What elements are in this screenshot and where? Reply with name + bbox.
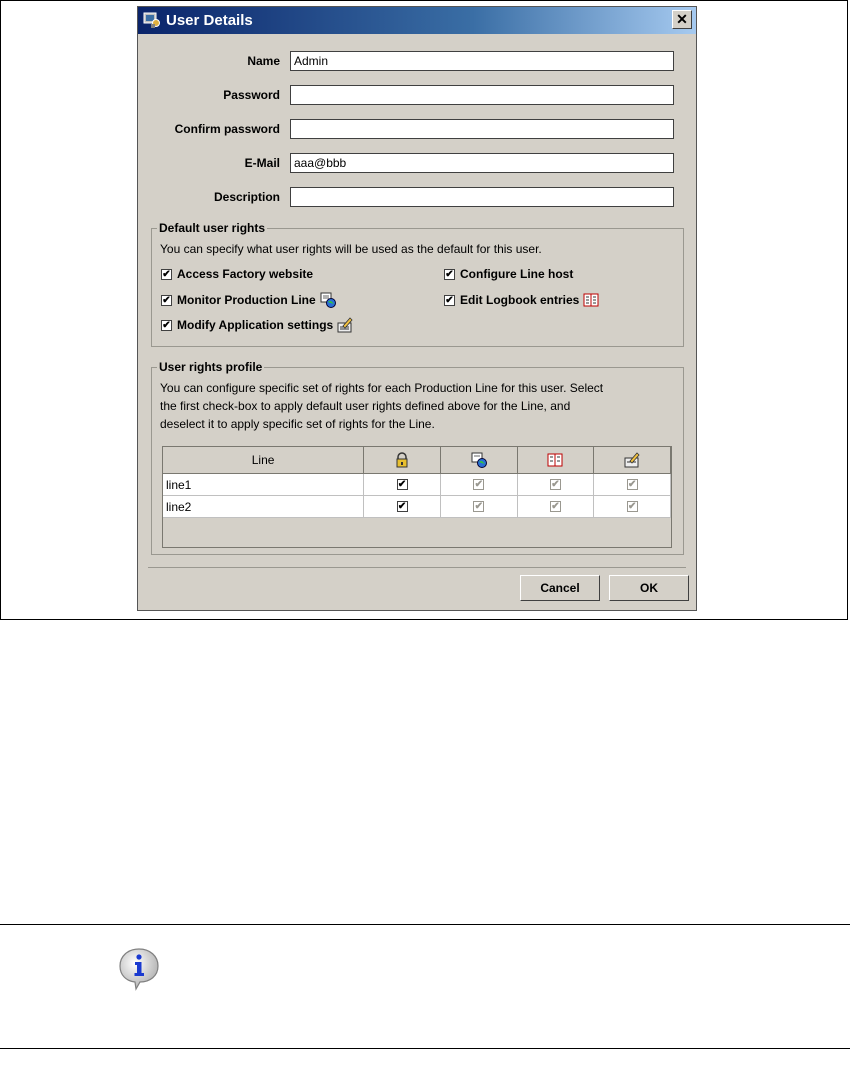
column-header-settings[interactable] (594, 447, 671, 474)
column-header-line[interactable]: Line (163, 447, 364, 474)
modify-application-settings-checkbox[interactable] (161, 317, 353, 333)
access-factory-website-check[interactable]: ✔ (162, 268, 171, 280)
logbook-icon (583, 292, 599, 308)
logbook-cell (518, 474, 595, 496)
access-factory-website-checkbox[interactable] (161, 267, 313, 281)
profile-description-line-2: the first check-box to apply default user rights defined above for the Line, and (160, 399, 571, 413)
edit-logbook-entries-check[interactable]: ✔ (445, 294, 454, 306)
dialog-title: User Details (166, 12, 253, 29)
line-name-cell: line1 (163, 474, 364, 496)
user-rights-profile-group (151, 360, 684, 555)
settings-checkbox: ✔ (627, 479, 637, 490)
description-input[interactable] (290, 187, 674, 207)
monitor-cell (441, 496, 518, 518)
column-header-monitor[interactable] (441, 447, 518, 474)
confirm-password-label: Confirm password (174, 122, 280, 136)
use-default-checkbox[interactable]: ✔ (397, 479, 407, 490)
table-row[interactable] (163, 496, 671, 518)
monitor-production-line-label: Monitor Production Line (177, 293, 316, 307)
modify-application-settings-label: Modify Application settings (177, 318, 334, 332)
monitor-production-line-checkbox[interactable] (161, 292, 336, 308)
monitor-checkbox: ✔ (474, 501, 483, 512)
configure-line-host-label: Configure Line host (460, 267, 574, 281)
email-input[interactable] (290, 153, 674, 173)
logbook-checkbox: ✔ (551, 501, 560, 512)
monitor-cell (441, 474, 518, 496)
line-name-cell: line2 (163, 496, 364, 518)
table-row[interactable] (163, 474, 671, 496)
default-rights-cell (364, 496, 441, 518)
password-input[interactable] (290, 85, 674, 105)
description-label: Description (213, 190, 280, 204)
ok-button[interactable]: OK (609, 575, 689, 601)
settings-checkbox: ✔ (627, 501, 637, 512)
edit-logbook-entries-label: Edit Logbook entries (460, 293, 580, 307)
monitor-production-line-check[interactable]: ✔ (162, 294, 171, 306)
table-header (163, 447, 671, 474)
monitor-globe-icon (320, 292, 336, 308)
default-rights-description: You can specify what user rights will be used as the default for this user. (160, 242, 542, 256)
logbook-cell (518, 496, 595, 518)
user-details-app-icon (143, 11, 161, 29)
profile-description-line-3: deselect it to apply specific set of rights for the Line. (160, 417, 435, 431)
profile-description-line-1: You can configure specific set of rights for each Production Line for this user. Select (160, 381, 604, 395)
email-label: E-Mail (244, 156, 280, 170)
logbook-icon (547, 452, 563, 468)
name-label: Name (247, 54, 280, 68)
user-details-dialog (137, 6, 697, 611)
title-bar[interactable] (138, 7, 696, 34)
default-rights-cell (364, 474, 441, 496)
settings-cell (594, 496, 671, 518)
info-icon (118, 947, 160, 991)
column-header-logbook[interactable] (518, 447, 595, 474)
edit-logbook-entries-checkbox[interactable] (444, 292, 599, 308)
access-factory-website-label: Access Factory website (177, 267, 314, 281)
configure-line-host-check[interactable]: ✔ (445, 268, 454, 280)
note-top-rule (0, 924, 850, 925)
cancel-button[interactable]: Cancel (520, 575, 600, 601)
user-rights-table (162, 446, 672, 548)
settings-cell (594, 474, 671, 496)
monitor-checkbox: ✔ (474, 479, 483, 490)
default-rights-group (151, 221, 684, 347)
confirm-password-input[interactable] (290, 119, 674, 139)
note-bottom-rule (0, 1048, 850, 1049)
user-rights-profile-title: User rights profile (159, 360, 263, 374)
configure-line-host-checkbox[interactable] (444, 267, 573, 281)
default-rights-title: Default user rights (159, 221, 266, 235)
logbook-checkbox: ✔ (551, 479, 560, 490)
name-input[interactable] (290, 51, 674, 71)
monitor-globe-icon (471, 452, 487, 468)
edit-settings-icon (624, 452, 640, 468)
modify-application-settings-check[interactable]: ✔ (162, 319, 171, 331)
button-separator (148, 567, 686, 568)
close-button[interactable]: ✕ (672, 10, 692, 29)
column-header-lock[interactable] (364, 447, 441, 474)
password-label: Password (223, 88, 280, 102)
lock-icon (394, 452, 410, 468)
edit-settings-icon (337, 317, 353, 333)
use-default-checkbox[interactable]: ✔ (397, 501, 407, 512)
